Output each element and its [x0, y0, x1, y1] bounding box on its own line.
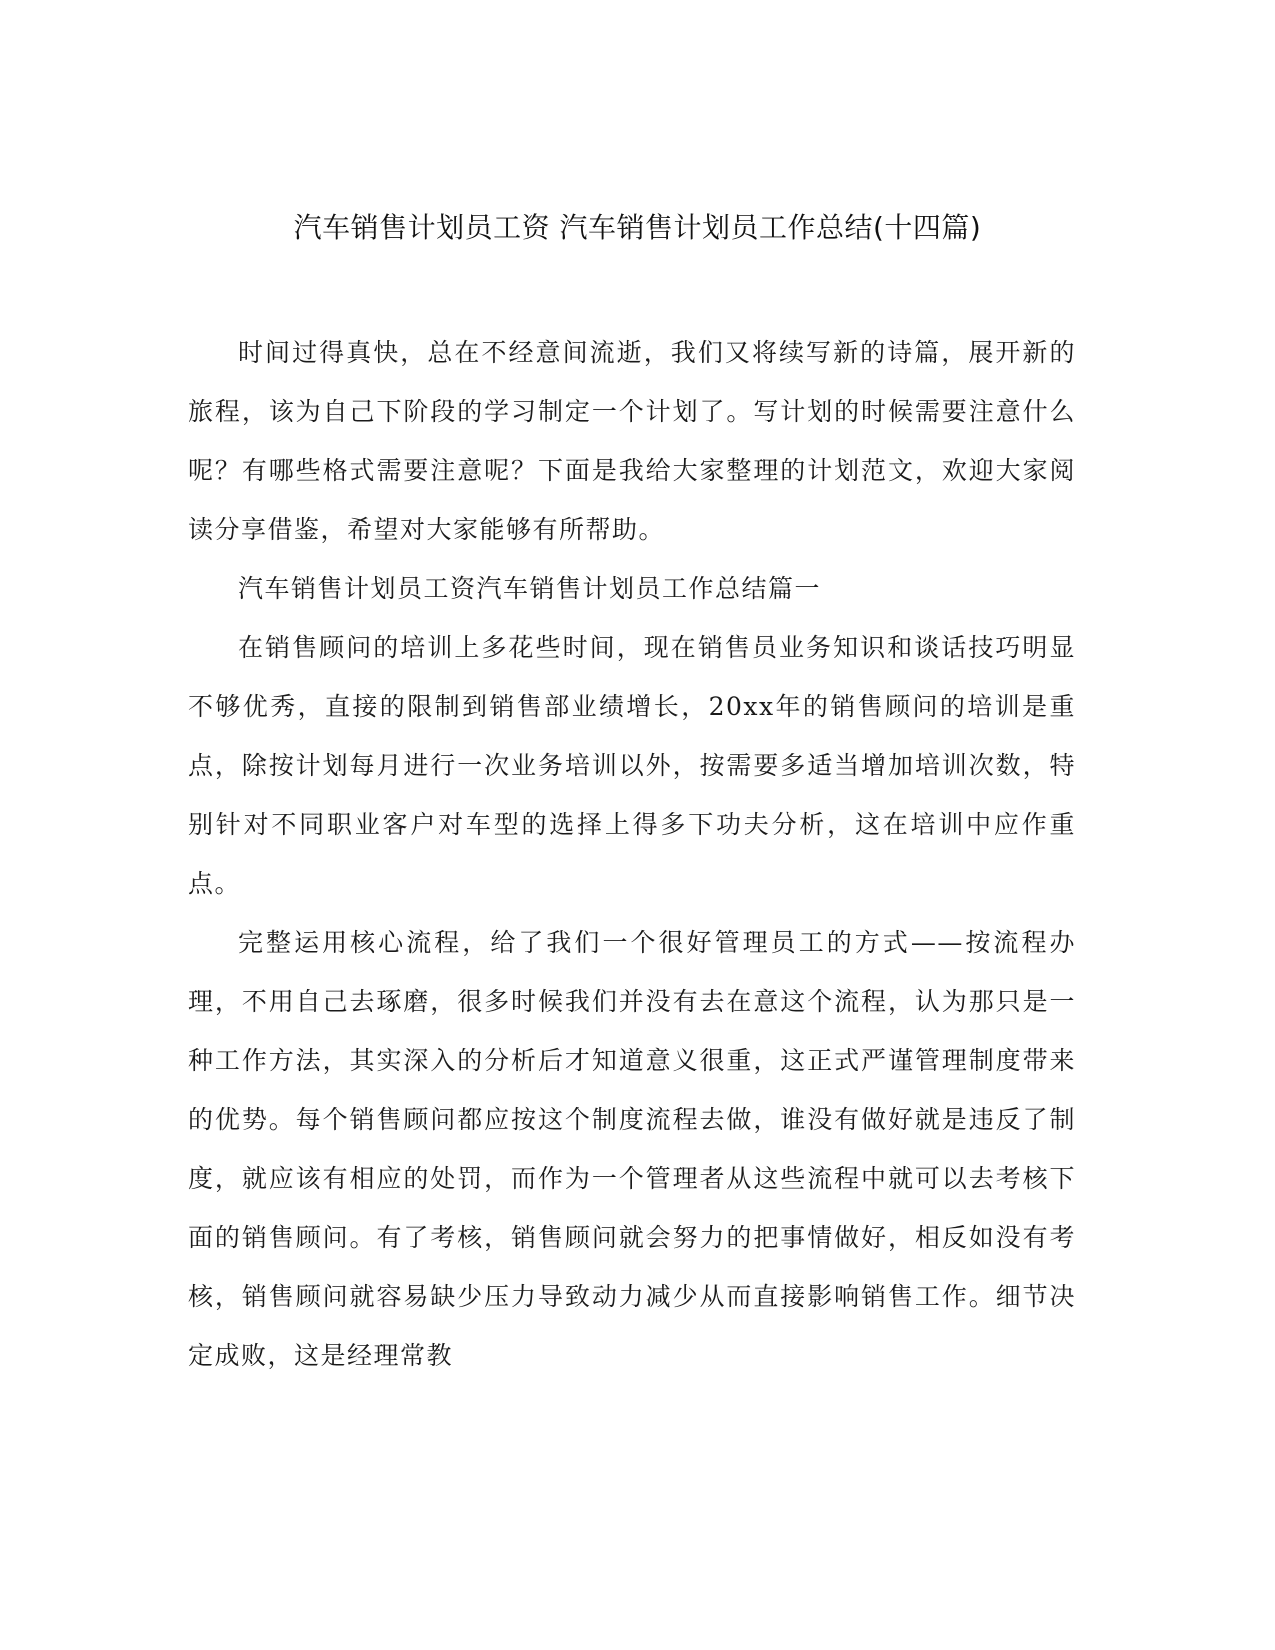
section-heading: 汽车销售计划员工资汽车销售计划员工作总结篇一	[238, 574, 822, 603]
document-title: 汽车销售计划员工资 汽车销售计划员工作总结(十四篇)	[293, 211, 982, 244]
body-paragraph-1: 在销售顾问的培训上多花些时间，现在销售员业务知识和谈话技巧明显不够优秀，直接的限制到销售部业绩增长，20xx年的销售顾问的培训是重点，除按计划每月进行一次业务培训以外，按需要多适当增加培训次数，特别针对不同职业客户对车型的选择上得多下功夫分析，这在培训中应作重点。	[188, 633, 1076, 898]
body-paragraph-2: 完整运用核心流程，给了我们一个很好管理员工的方式——按流程办理，不用自己去琢磨，很多时候我们并没有去在意这个流程，认为那只是一种工作方法，其实深入的分析后才知道意义很重，这正式严谨管理制度带来的优势。每个销售顾问都应按这个制度流程去做，谁没有做好就是违反了制度，就应该有相应的处罚，而作为一个管理者从这些流程中就可以去考核下面的销售顾问。有了考核，销售顾问就会努力的把事情做好，相反如没有考核，销售顾问就容易缺少压力导致动力减少从而直接影响销售工作。细节决定成败，这是经理常教	[188, 928, 1076, 1370]
document-body	[188, 323, 1076, 1385]
intro-paragraph: 时间过得真快，总在不经意间流逝，我们又将续写新的诗篇，展开新的旅程，该为自己下阶段的学习制定一个计划了。写计划的时候需要注意什么呢？有哪些格式需要注意呢？下面是我给大家整理的计划范文，欢迎大家阅读分享借鉴，希望对大家能够有所帮助。	[188, 338, 1076, 544]
